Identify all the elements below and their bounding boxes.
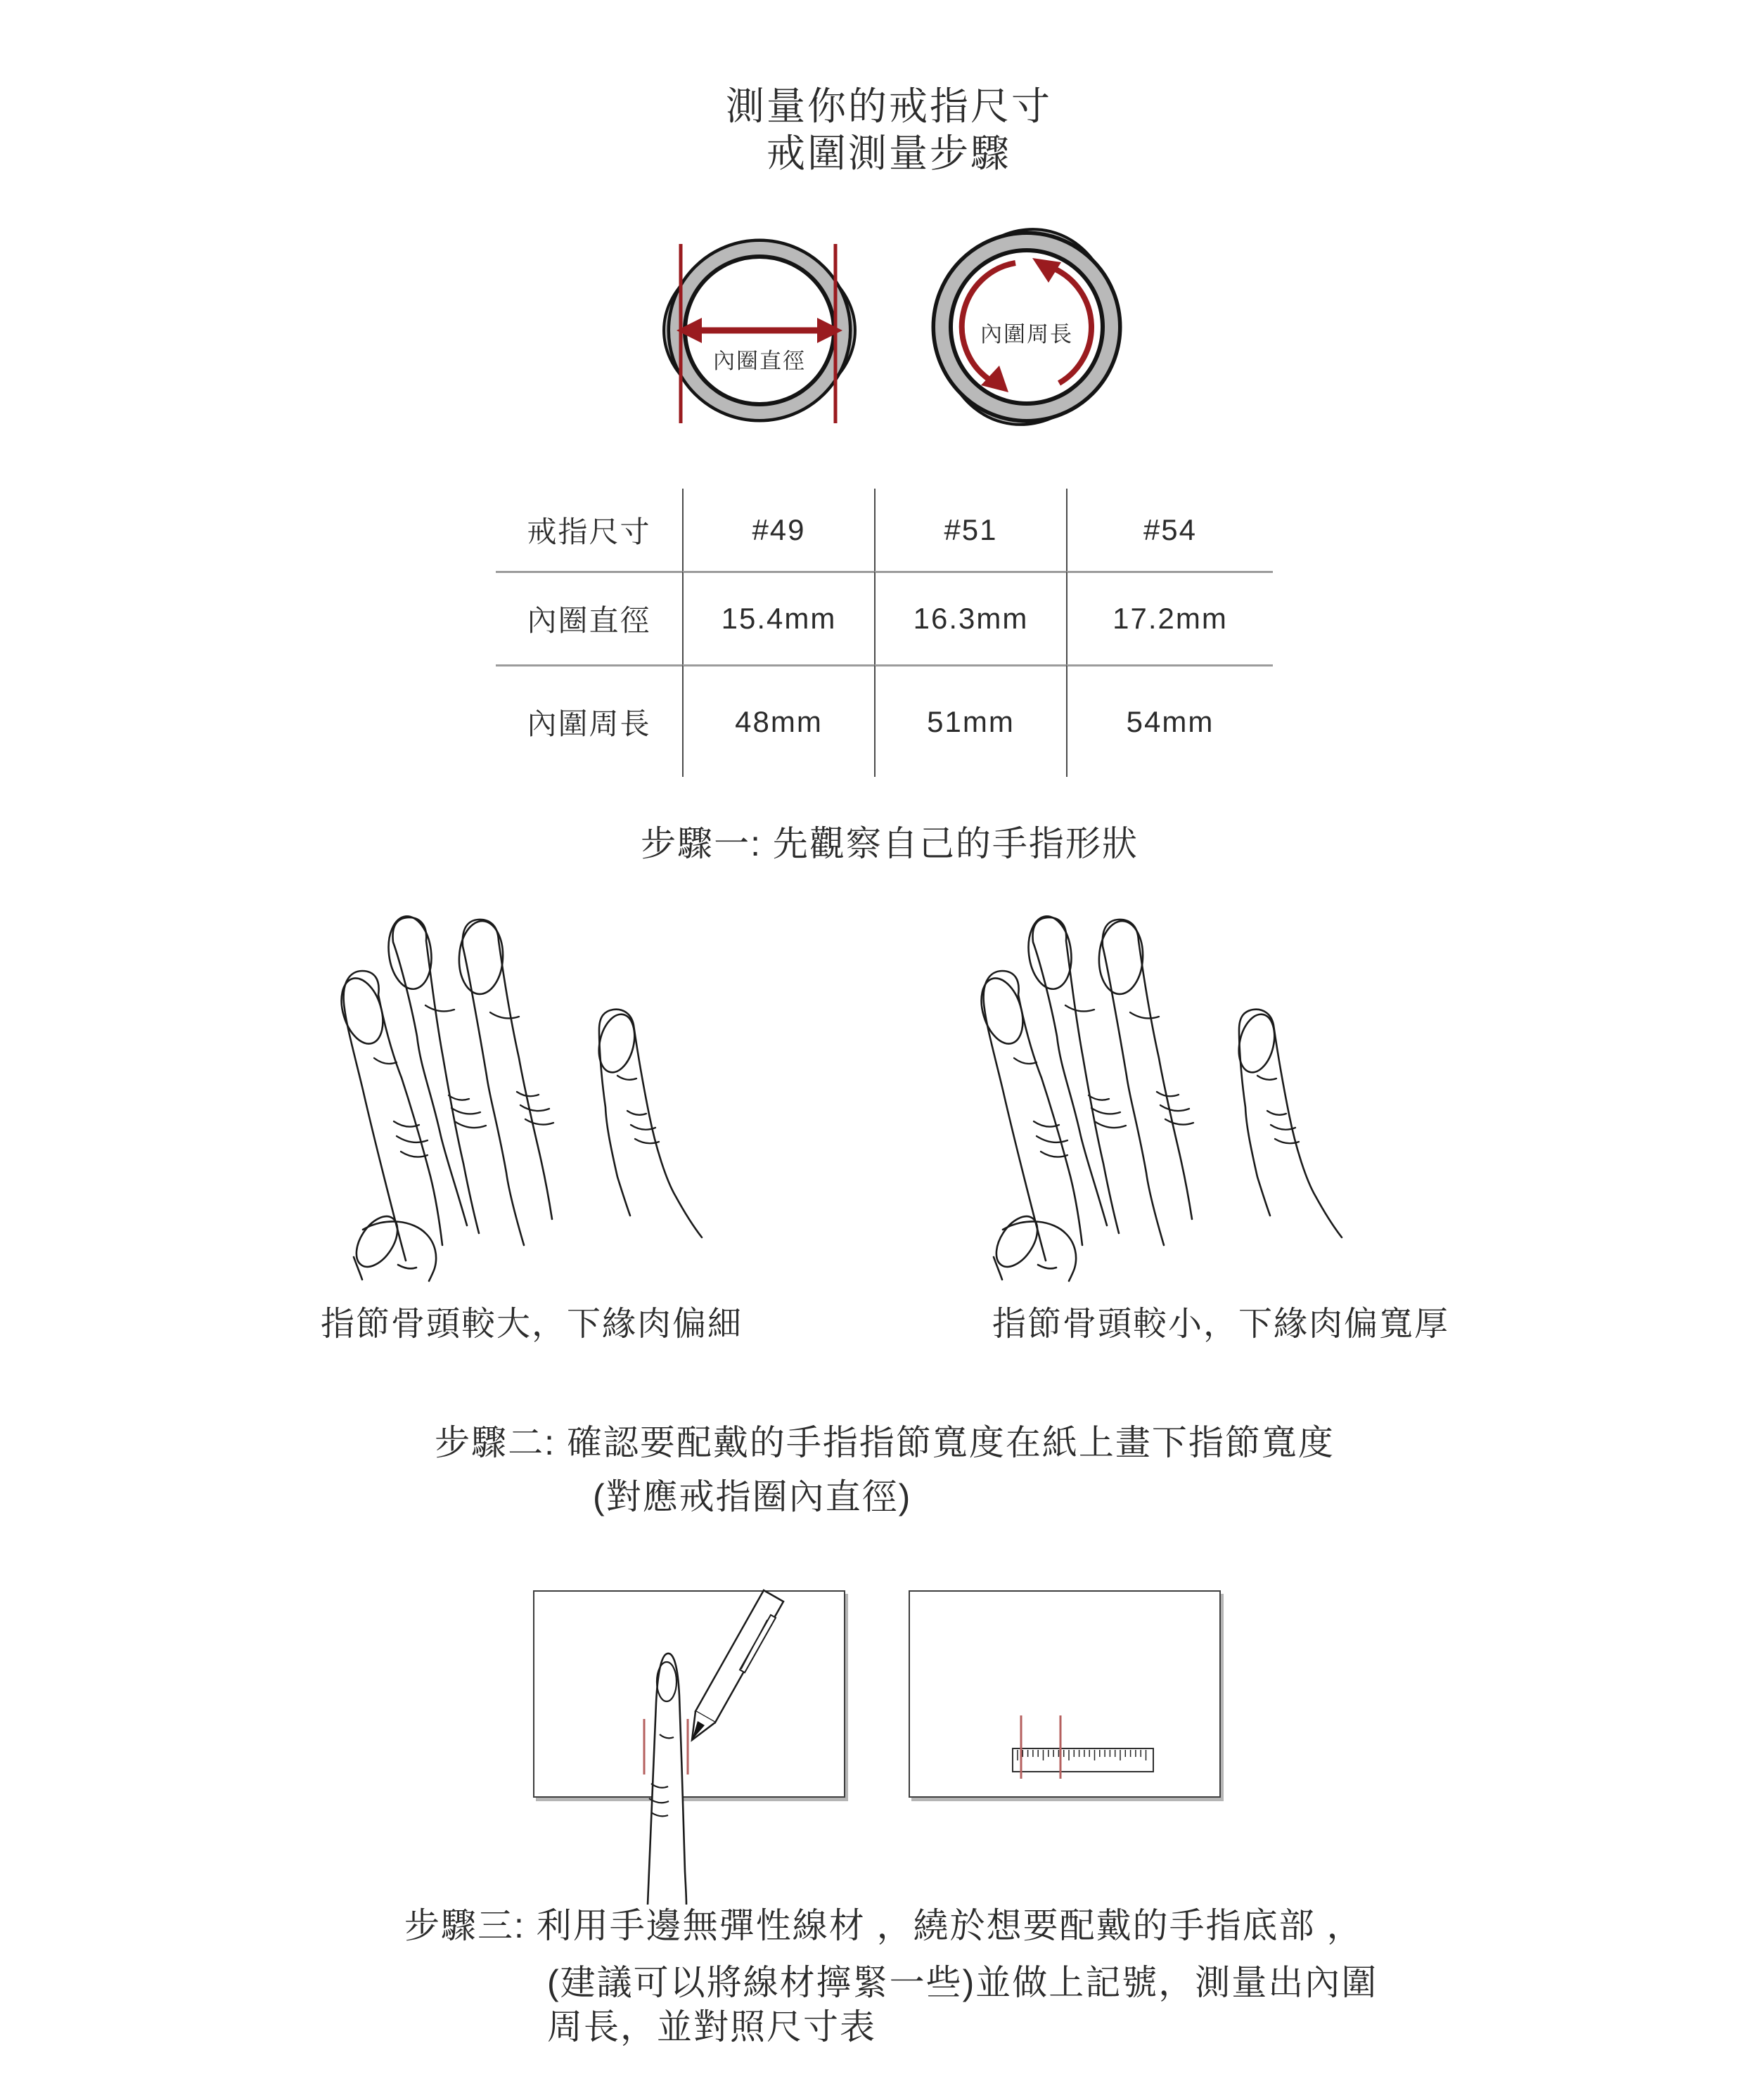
- step2-heading-line2: (對應戒指圈內直徑): [593, 1477, 912, 1516]
- table-cell-diameter-51: 16.3mm: [874, 571, 1066, 664]
- ring-circumference-label: 內圍周長: [980, 322, 1073, 347]
- page-title-line1: 測量你的戒指尺寸: [725, 84, 1052, 128]
- hand-illustration-left: [295, 879, 703, 1273]
- ring-diameter-diagram: [664, 241, 855, 423]
- table-cell-diameter-49: 15.4mm: [682, 571, 874, 664]
- table-row-diameter-label: 內圈直徑: [496, 571, 682, 664]
- hand-illustration-right: [935, 879, 1343, 1273]
- table-row-circumference-label: 內圍周長: [496, 664, 682, 777]
- hand-caption-right: 指節骨頭較小，下緣肉偏寬厚: [992, 1306, 1449, 1343]
- ring-circumference-diagram: [921, 211, 1133, 443]
- page-title: [17, 83, 1744, 177]
- ring-size-table: [496, 489, 1273, 777]
- step3-line2: (建議可以將線材擰緊一些)並做上記號，測量出內圍: [547, 1963, 1378, 2002]
- table-header-51: #51: [874, 489, 1066, 571]
- table-header-size: 戒指尺寸: [527, 515, 651, 548]
- table-cell-circumference-51: 51mm: [874, 664, 1066, 777]
- table-cell-diameter-54: 17.2mm: [1066, 571, 1273, 664]
- step3-line3: 周長，並對照尺寸表: [547, 2007, 876, 2047]
- page-title-line2: 戒圍測量步驟: [766, 131, 1011, 175]
- paper-sheet-ruler-illustration: [909, 1590, 1221, 1798]
- step1-heading: 步驟一: 先觀察自己的手指形狀: [641, 824, 1139, 863]
- table-cell-circumference-54: 54mm: [1066, 664, 1273, 777]
- paper-sheet-draw-illustration: [533, 1590, 845, 1798]
- step2-heading-line1: 步驟二: 確認要配戴的手指指節寬度在紙上畫下指節寬度: [435, 1423, 1335, 1462]
- table-header-49: #49: [682, 489, 874, 571]
- ring-diameter-label: 內圈直徑: [713, 349, 806, 373]
- table-cell-circumference-49: 48mm: [682, 664, 874, 777]
- ring-measurement-diagram: [619, 204, 1181, 471]
- hand-caption-left: 指節骨頭較大，下緣肉偏細: [320, 1306, 743, 1343]
- step3-line1: 步驟三: 利用手邊無彈性線材 ，繞於想要配戴的手指底部 ，: [404, 1906, 1364, 1945]
- table-header-54: #54: [1066, 489, 1273, 571]
